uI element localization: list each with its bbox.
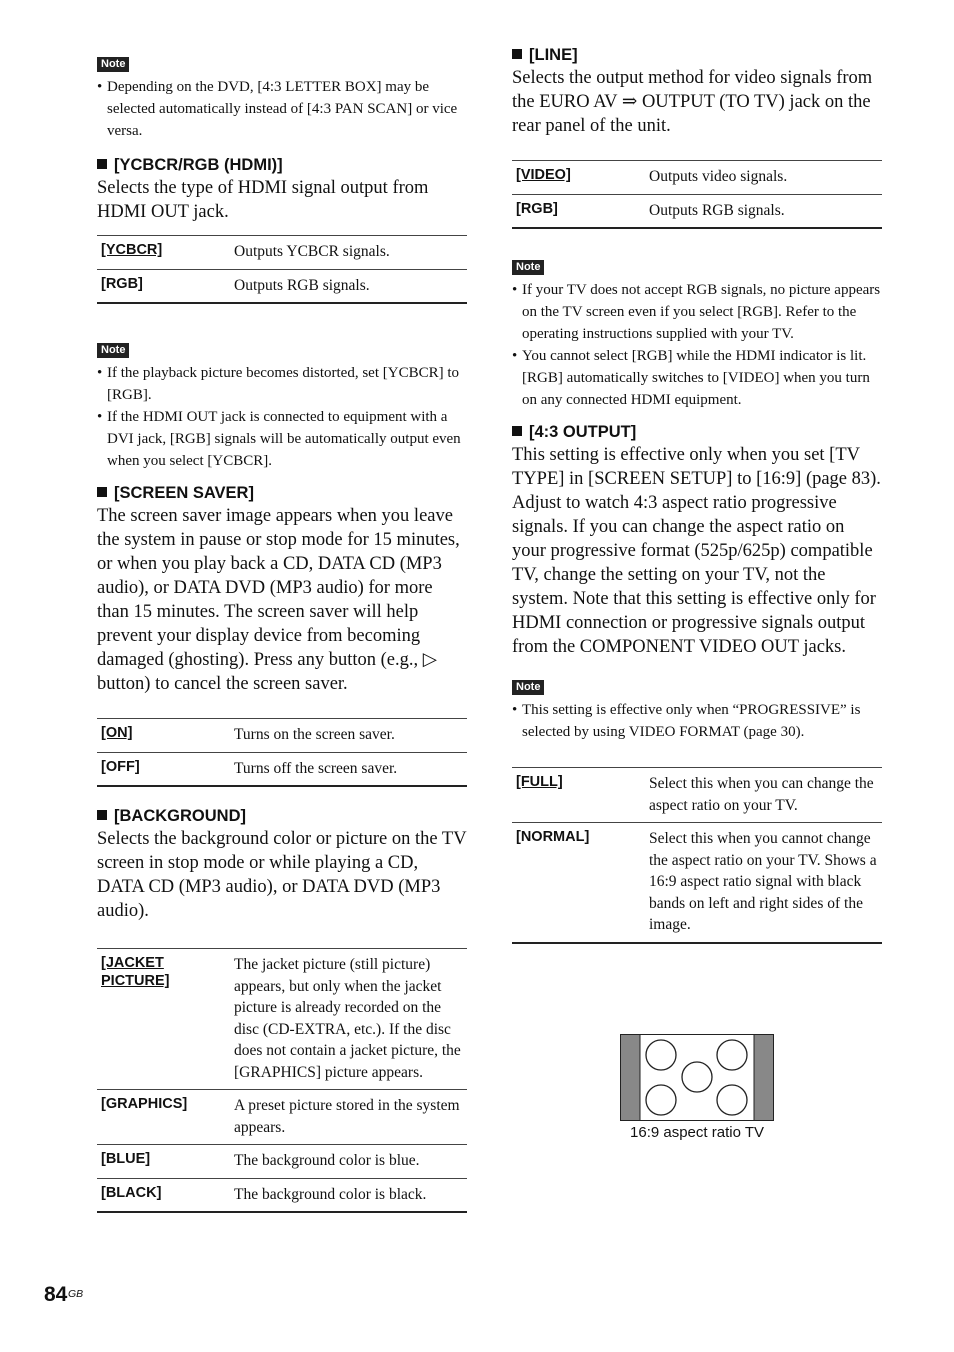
section-body: Selects the output method for video signals from the EURO AV ⇒ OUTPUT (TO TV) jack on the rear panel of the unit. (512, 68, 873, 136)
page-number: 84 (44, 1283, 68, 1306)
option-key: [OFF] (101, 758, 140, 775)
option-desc: Outputs RGB signals. (649, 201, 785, 219)
note-item: • Depending on the DVD, [4:3 LETTER BOX] may be selected automatically instead of [4:3 PAN SCAN] or vice versa. (97, 76, 467, 142)
note-badge: Note (512, 260, 544, 275)
option-key: [RGB] (516, 200, 558, 217)
note-badge: Note (97, 57, 129, 72)
note-item: • This setting is effective only when “PROGRESSIVE” is selected by using VIDEO FORMAT (page 30). (512, 699, 882, 743)
options-table (97, 235, 467, 304)
section-heading-4-3-output: [4:3 OUTPUT] (512, 421, 882, 443)
note-item: • If the playback picture becomes distorted, set [YCBCR] to [RGB]. (97, 362, 467, 406)
option-desc: Select this when you cannot change the aspect ratio on your TV. Shows a 16:9 aspect ratio signal with black bands on left and right sides of the image. (649, 830, 877, 933)
note-item: • If your TV does not accept RGB signals, no picture appears on the TV screen even if you select [RGB]. Refer to the operating instructions supplied with your TV. (512, 279, 882, 345)
table-row (97, 1145, 467, 1179)
table-row (97, 236, 467, 270)
option-desc: Turns on the screen saver. (234, 726, 395, 743)
section-heading-screen-saver: [SCREEN SAVER] (97, 482, 467, 504)
option-desc: Outputs RGB signals. (234, 276, 370, 294)
table-row (512, 194, 882, 228)
option-key: [FULL] (516, 774, 563, 790)
section-body: Selects the background color or picture on the TV screen in stop mode or while playing a CD, DATA CD (MP3 audio), or DATA DVD (MP3 audio). (97, 829, 467, 921)
square-bullet-icon (512, 426, 522, 436)
option-desc: A preset picture stored in the system appears. (234, 1097, 460, 1136)
section-body: This setting is effective only when you set [TV TYPE] in [SCREEN SETUP] to [16:9] (page 83). Adjust to watch 4:3 aspect ratio progressive signals. If you can change the aspect ratio on your progressive format (525p/625p) compatible TV, change the setting on your TV, not the system. Note that this setting is effective only for HDMI connection or progressive signals output from the COMPONENT VIDEO OUT jacks. (512, 445, 881, 657)
option-desc: Select this when you can change the aspect ratio on your TV. (649, 775, 874, 814)
tv-aspect-ratio-illustration (620, 1034, 774, 1121)
table-row (512, 768, 882, 823)
options-table (512, 160, 882, 229)
note-badge: Note (97, 343, 129, 358)
note-list (97, 76, 467, 142)
square-bullet-icon (97, 810, 107, 820)
note-list (512, 699, 882, 743)
option-key: [RGB] (101, 275, 143, 292)
option-key: [VIDEO] (516, 167, 571, 183)
page-region-label: GB (68, 1288, 84, 1300)
section-heading-ycbcr: [YCBCR/RGB (HDMI)] (97, 154, 467, 176)
option-key: [BLUE] (101, 1151, 151, 1167)
section-body: The screen saver image appears when you leave the system in pause or stop mode for 15 minutes, or when you play back a CD, DATA CD (MP3 audio), or DATA DVD (MP3 audio) for more than 15 minutes. The screen saver will help prevent your display device from becoming damaged (ghosting). Press any button (e.g., ▷ button) to cancel the screen saver. (97, 506, 460, 694)
square-bullet-icon (97, 159, 107, 169)
section-heading-line: [LINE] (512, 44, 882, 66)
right-column (512, 44, 882, 944)
square-bullet-icon (512, 49, 522, 59)
option-desc: Outputs YCBCR signals. (234, 243, 390, 260)
left-column (97, 54, 467, 1213)
option-key: [ON] (101, 725, 133, 741)
options-table (97, 718, 467, 787)
section-heading-background: [BACKGROUND] (97, 805, 467, 827)
note-list (97, 362, 467, 472)
square-bullet-icon (97, 487, 107, 497)
table-row (97, 719, 467, 753)
table-row (512, 161, 882, 195)
tv-screen-frame (621, 1035, 774, 1121)
black-band-left (621, 1035, 640, 1120)
option-key: [BLACK] (101, 1184, 162, 1201)
table-row (512, 823, 882, 943)
table-row (97, 1178, 467, 1212)
note-item: • If the HDMI OUT jack is connected to equipment with a DVI jack, [RGB] signals will be automatically output even when you select [YCBCR]. (97, 406, 467, 472)
black-band-right (754, 1035, 773, 1120)
table-row (97, 1090, 467, 1145)
note-badge: Note (512, 680, 544, 695)
section-body: Selects the type of HDMI signal output from HDMI OUT jack. (97, 178, 429, 222)
option-key: [YCBCR] (101, 242, 163, 258)
option-key: [GRAPHICS] (101, 1096, 188, 1112)
option-desc: The background color is blue. (234, 1152, 420, 1169)
options-table (97, 948, 467, 1213)
option-desc: Outputs video signals. (649, 168, 788, 185)
option-desc: Turns off the screen saver. (234, 759, 398, 777)
table-row (97, 949, 467, 1090)
option-desc: The jacket picture (still picture) appears, but only when the jacket picture is already recorded on the disc (CD-EXTRA, etc.). If the disc does not contain a jacket picture, the [GRAPHICS] picture appears. (234, 956, 461, 1081)
table-row (97, 269, 467, 303)
option-key: [JACKET PICTURE] (101, 955, 170, 989)
note-item: • You cannot select [RGB] while the HDMI indicator is lit. [RGB] automatically switches to [VIDEO] when you turn on any connected HDMI equipment. (512, 345, 882, 411)
figure-caption: 16:9 aspect ratio TV (630, 1124, 764, 1141)
note-list (512, 279, 882, 411)
option-key: [NORMAL] (516, 829, 590, 845)
table-row (97, 752, 467, 786)
option-desc: The background color is black. (234, 1185, 427, 1203)
options-table (512, 767, 882, 944)
